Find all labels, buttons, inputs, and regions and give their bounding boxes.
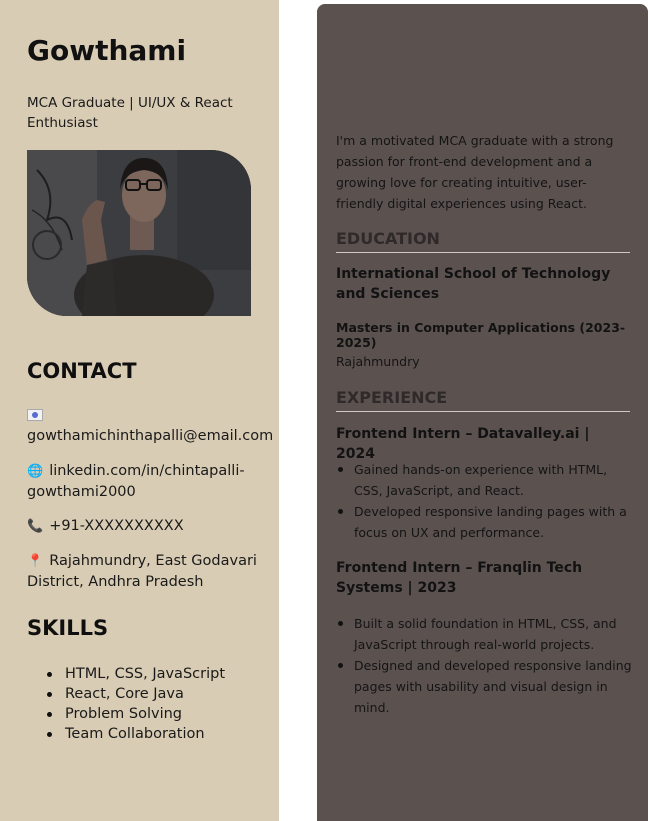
job-points — [354, 613, 634, 718]
list-item: Gained hands-on experience with HTML, CSS, JavaScript, and React. — [354, 459, 634, 501]
skill-item: Problem Solving — [65, 704, 225, 724]
skill-item: HTML, CSS, JavaScript — [65, 666, 226, 682]
phone-icon: 📞 — [27, 519, 44, 534]
sidebar — [0, 0, 279, 821]
email-icon — [27, 409, 43, 421]
globe-icon: 🌐 — [27, 464, 44, 479]
education-heading: EDUCATION — [336, 229, 630, 253]
linkedin-text: linkedin.com/in/chintapalli-gowthami2000 — [27, 463, 245, 500]
education-degree: Masters in Computer Applications (2023-2025) — [336, 320, 626, 350]
job-title: Frontend Intern – Datavalley.ai | 2024 — [336, 426, 590, 462]
list-item: Built a solid foundation in HTML, CSS, and JavaScript through real-world projects. — [354, 613, 634, 655]
skills-heading: SKILLS — [27, 616, 109, 640]
email-text: gowthamichinthapalli@email.com — [27, 428, 274, 444]
contact-location — [27, 551, 267, 592]
location-text: Rajahmundry, East Godavari District, Andhra Pradesh — [27, 553, 257, 590]
profile-name: Gowthami — [27, 34, 187, 67]
skills-list — [65, 664, 225, 744]
profile-tagline: MCA Graduate | UI/UX & React Enthusiast — [27, 95, 233, 131]
contact-heading: CONTACT — [27, 359, 137, 383]
skill-item: React, Core Java — [65, 684, 225, 704]
contact-phone[interactable] — [27, 516, 267, 537]
contact-linkedin[interactable] — [27, 461, 267, 502]
skill-item: Team Collaboration — [65, 724, 225, 744]
list-item: Designed and developed responsive landing pages with usability and visual design in mind. — [354, 655, 634, 718]
main-content — [317, 4, 648, 821]
pin-icon: 📍 — [27, 554, 44, 569]
education-institution: International School of Technology and Sciences — [336, 266, 611, 302]
phone-text: +91-XXXXXXXXXX — [49, 518, 184, 534]
about-text: I'm a motivated MCA graduate with a strong passion for front-end development and a growing love for creating intuitive, user-friendly digital experiences using React. — [336, 133, 614, 211]
education-location: Rajahmundry — [336, 354, 420, 369]
contact-email[interactable] — [27, 406, 274, 446]
experience-heading: EXPERIENCE — [336, 388, 630, 412]
job-title: Frontend Intern – Franqlin Tech Systems | 2023 — [336, 560, 583, 596]
list-item: Developed responsive landing pages with a focus on UX and performance. — [354, 501, 634, 543]
profile-photo — [27, 150, 251, 316]
job-points — [354, 459, 634, 543]
